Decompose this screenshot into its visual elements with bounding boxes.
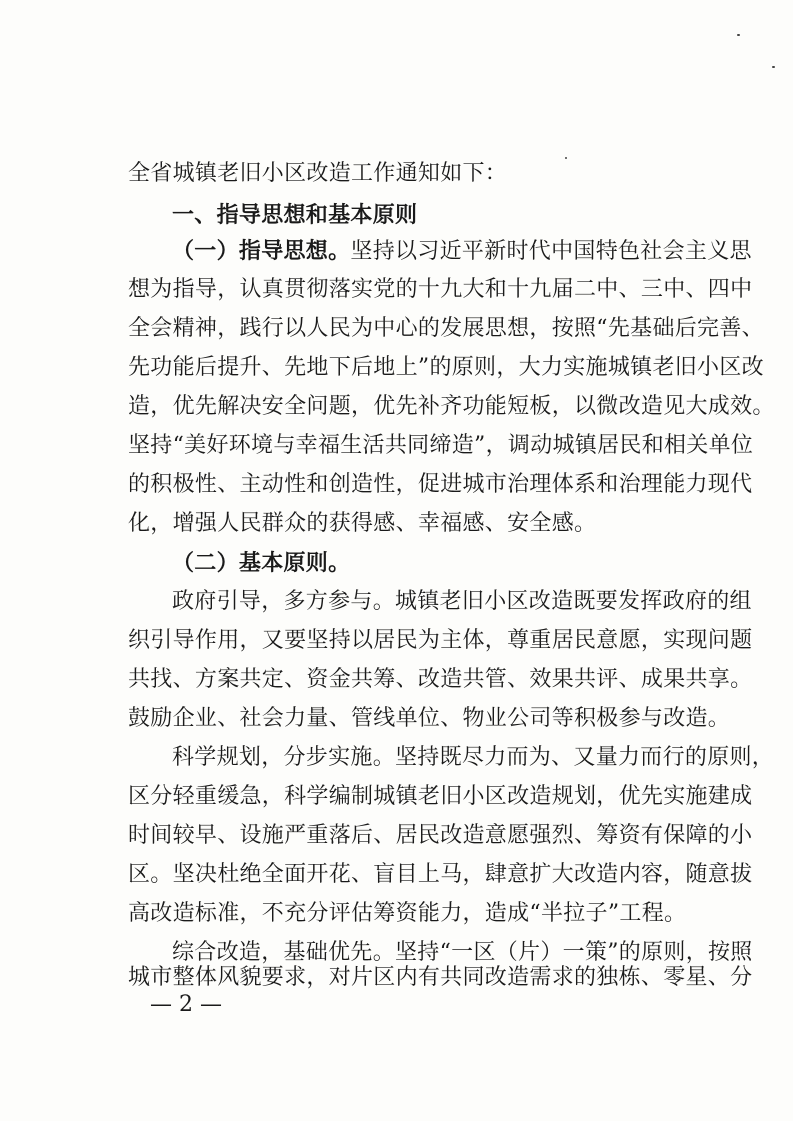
paragraph-line: 先功能后提升、先地下后地上”的原则，大力实施城镇老旧小区改	[128, 355, 764, 380]
paragraph-line: 政府引导，多方参与。城镇老旧小区改造既要发挥政府的组	[172, 589, 752, 614]
section-heading: 一、指导思想和基本原则	[172, 202, 418, 228]
subheading-basic-principles: （二）基本原则。	[172, 550, 351, 576]
paragraph-line: 化，增强人民群众的获得感、幸福感、安全感。	[128, 511, 597, 536]
paragraph-line: 想为指导，认真贯彻落实党的十九大和十九届二中、三中、四中	[128, 277, 753, 302]
paragraph-text: 坚持以习近平新时代中国特色社会主义思	[350, 239, 752, 264]
paragraph-line: 高改造标准，不充分评估筹资能力，造成“半拉子”工程。	[128, 901, 687, 926]
intro-line: 全省城镇老旧小区改造工作通知如下：	[128, 161, 508, 186]
page-number: — 2 —	[150, 992, 222, 1017]
paragraph-line: 全会精神，践行以人民为中心的发展思想，按照“先基础后完善、	[128, 316, 764, 341]
subheading-guiding-thought: （一）指导思想。	[172, 238, 351, 264]
paragraph-line: 综合改造，基础优先。坚持“一区（片）一策”的原则，按照	[172, 940, 753, 965]
scan-speck	[737, 34, 740, 36]
paragraph-line: 区分轻重缓急，科学编制城镇老旧小区改造规划，优先实施建成	[128, 784, 753, 809]
paragraph-line: 城市整体风貌要求，对片区内有共同改造需求的独栋、零星、分	[128, 965, 753, 990]
paragraph-line: 坚持“美好环境与幸福生活共同缔造”，调动城镇居民和相关单位	[128, 433, 754, 458]
paragraph-line: 鼓励企业、社会力量、管线单位、物业公司等积极参与改造。	[128, 706, 731, 731]
paragraph-line: 区。坚决杜绝全面开花、盲目上马，肆意扩大改造内容，随意拔	[128, 862, 753, 887]
paragraph-guiding-line-1	[172, 236, 752, 266]
scan-speck	[565, 157, 567, 159]
paragraph-line: 造，优先解决安全问题，优先补齐功能短板，以微改造见大成效。	[128, 394, 775, 419]
paragraph-line: 织引导作用，又要坚持以居民为主体，尊重居民意愿，实现问题	[128, 628, 753, 653]
paragraph-line: 共找、方案共定、资金共筹、改造共管、效果共评、成果共享。	[128, 667, 753, 692]
paragraph-line: 的积极性、主动性和创造性，促进城市治理体系和治理能力现代	[128, 472, 753, 497]
paragraph-line: 科学规划，分步实施。坚持既尽力而为、又量力而行的原则，	[172, 745, 775, 770]
paragraph-line: 时间较早、设施严重落后、居民改造意愿强烈、筹资有保障的小	[128, 823, 753, 848]
scan-speck	[772, 66, 775, 68]
